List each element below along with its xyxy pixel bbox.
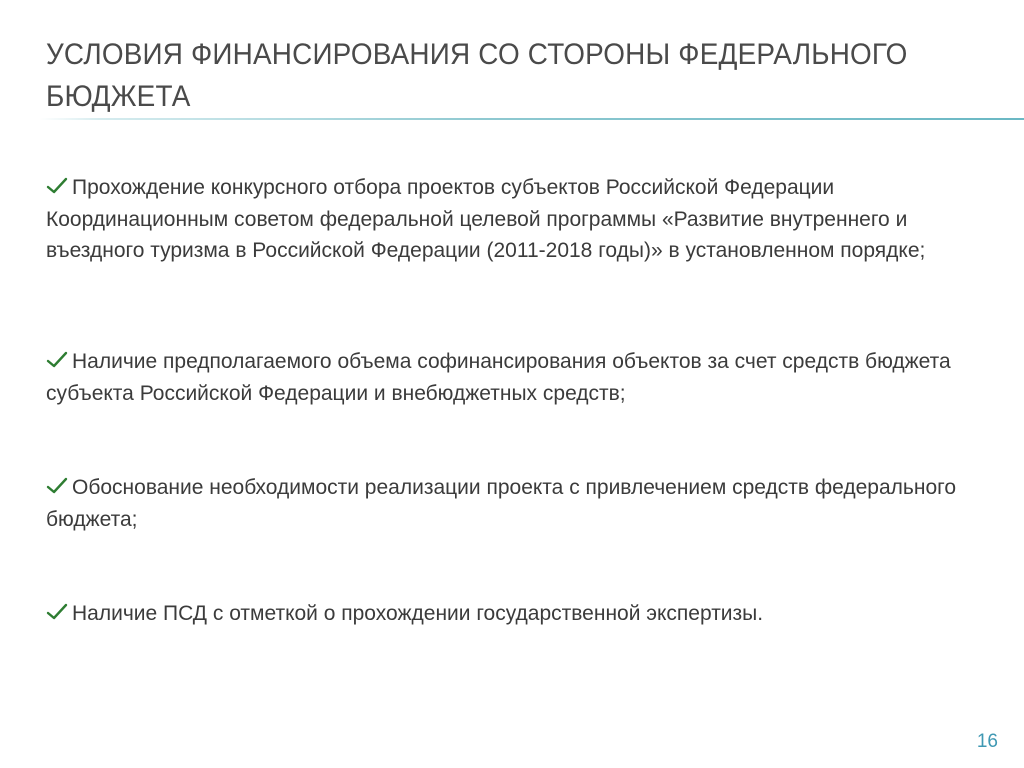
check-icon — [46, 603, 68, 621]
bullet-text: Наличие предполагаемого объема софинансирования объектов за счет средств бюджета субъекта Российской Федерации и внебюджетных средств; — [46, 350, 951, 405]
page-number: 16 — [976, 731, 998, 752]
bullet-item — [46, 598, 976, 630]
bullet-text: Наличие ПСД с отметкой о прохождении государственной экспертизы. — [72, 602, 764, 625]
check-icon — [46, 477, 68, 495]
bullet-text: Обоснование необходимости реализации проекта с привлечением средств федерального бюджета; — [46, 476, 957, 531]
bullet-item — [46, 346, 976, 409]
bullet-text: Прохождение конкурсного отбора проектов субъектов Российской Федерации Координационным советом федеральной целевой программы «Развитие внутреннего и въездного туризма в Российской Федерации (2011-2018 годы)» в установленном порядке; — [46, 176, 926, 262]
slide-title: УСЛОВИЯ ФИНАНСИРОВАНИЯ СО СТОРОНЫ ФЕДЕРАЛЬНОГО БЮДЖЕТА — [46, 38, 908, 113]
check-icon — [46, 177, 68, 195]
bullet-item — [46, 172, 976, 267]
title-underline — [40, 118, 1024, 120]
bullet-item — [46, 472, 976, 535]
check-icon — [46, 351, 68, 369]
